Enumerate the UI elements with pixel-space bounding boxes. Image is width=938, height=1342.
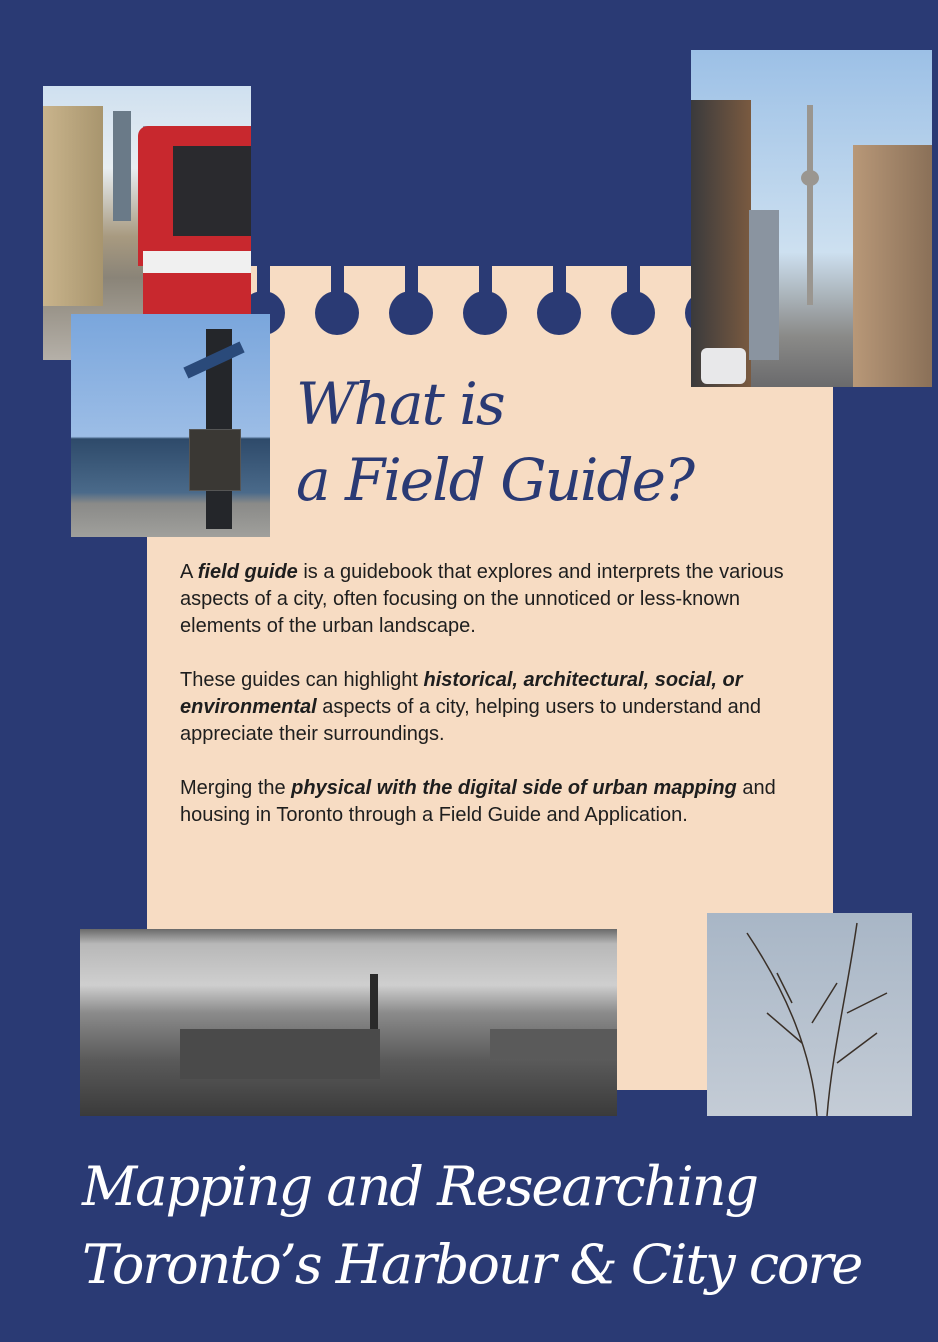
paragraph-1: A field guide is a guidebook that explores and interprets the various aspects of a city, often focusing on the unnoticed or less-known elements of the urban landscape. [180, 561, 784, 637]
paragraph-3: Merging the physical with the digital side of urban mapping and housing in Toronto through a Field Guide and Application. [180, 777, 776, 826]
title-line-1: What is [296, 370, 504, 438]
page-title [296, 366, 693, 518]
cn-tower-street-photo [691, 50, 932, 387]
historic-harbour-photo [80, 929, 617, 1116]
title-line-2: a Field Guide? [296, 446, 694, 514]
harbour-post-photo [71, 314, 270, 537]
grass-sky-photo [707, 913, 912, 1116]
footer-line-2: Toronto’s Harbour & City core [82, 1233, 862, 1296]
grass-stems [707, 913, 912, 1116]
footer-line-1: Mapping and Researching [82, 1155, 758, 1218]
footer-title [82, 1148, 861, 1304]
paragraph-2: These guides can highlight historical, architectural, social, or environmental aspects of a city, helping users to understand and appreciate their surroundings. [180, 669, 762, 745]
body-text [180, 559, 820, 856]
